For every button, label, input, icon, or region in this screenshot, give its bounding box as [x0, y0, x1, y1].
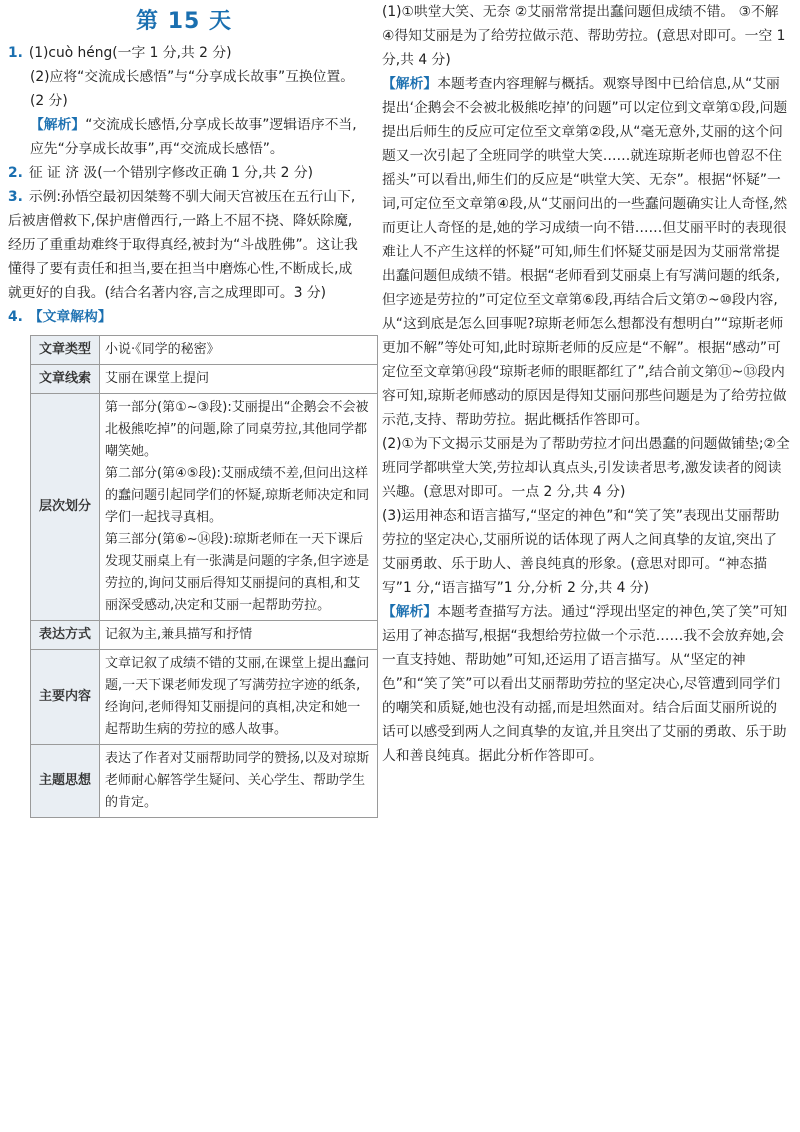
section-part-1: 第一部分(第①~③段):艾丽提出“企鹅会不会被北极熊吃掉”的问题,除了同桌劳拉,其他同学都嘲笑她。 [105, 400, 369, 459]
analysis-tag: 【解析】 [382, 76, 438, 92]
answer-1-1: (1)cuò héng(一字 1 分,共 2 分) [28, 45, 232, 61]
row-key: 文章类型 [31, 336, 100, 365]
table-row [31, 621, 378, 650]
row-key: 主要内容 [31, 650, 100, 745]
analysis-tag: 【解析】 [30, 117, 86, 133]
question-number: 2. [8, 165, 23, 181]
question-number: 1. [8, 45, 23, 61]
page-title: 第 15 天 [136, 9, 232, 34]
answer-1-2: (2)应将“交流成长感悟”与“分享成长故事”互换位置。(2 分) [30, 69, 355, 109]
analysis-4-1: 本题考查内容理解与概括。观察导图中已给信息,从“艾丽提出‘企鹅会不会被北极熊吃掉’的问题”可以定位到文章第①段,问题提出后师生的反应可定位至文章第②段,从“毫无意外,艾丽的这个问题又一次引起了全班同学的哄堂大笑……就连琼斯老师也曾忍不住摇头”可以看出,师生们的反应是“哄堂大笑、无奈”。根据“怀疑”一词,可定位至文章第④段,从“艾丽问出的一些蠢问题确实让人奇怪,然而更让人奇怪的是,她的学习成绩一向不错……但艾丽平时的表现很难让人不产生这样的怀疑”可知,师生们怀疑艾丽是因为艾丽常常提出蠢问题但成绩不错。根据“老师看到艾丽桌上有写满问题的纸条,但字迹是劳拉的”可定位至文章第⑥段,再结合后文第⑦~⑩段内容,从“这到底是怎么回事呢?琼斯老师怎么想都没有想明白”“琼斯老师更加不解”等处可知,此时琼斯老师的反应是“不解”。根据“感动”可定位至文章第⑭段“琼斯老师的眼眶都红了”,结合前文第⑪~⑬段内容可知,琼斯老师感动的原因是得知艾丽问那些问题是为了给劳拉做示范,支持、帮助劳拉。据此概括作答即可。 [382, 76, 788, 428]
analysis-1: “交流成长感悟,分享成长故事”逻辑语序不当,应先“分享成长故事”,再“交流成长感悟”。 [30, 117, 357, 157]
question-1 [8, 41, 360, 161]
right-column [382, 0, 790, 768]
row-value: 艾丽在课堂上提问 [100, 365, 378, 394]
question-number: 3. [8, 189, 23, 205]
question-4 [8, 305, 370, 818]
row-value: 表达了作者对艾丽帮助同学的赞扬,以及对琼斯老师耐心解答学生疑问、关心学生、帮助学生的肯定。 [100, 745, 378, 818]
answer-3: 示例:孙悟空最初因桀骜不驯大闹天宫被压在五行山下,后被唐僧救下,保护唐僧西行,一路上不屈不挠、降妖除魔,经历了重重劫难终于取得真经,被封为“斗战胜佛”。这让我懂得了要有责任和担当,要在担当中磨炼心性,不断成长,成就更好的自我。(结合名著内容,言之成理即可。3 分) [8, 189, 358, 301]
answer-4-2: (2)①为下文揭示艾丽是为了帮助劳拉才问出愚蠢的问题做铺垫;②全班同学都哄堂大笑,劳拉却认真点头,引发读者思考,激发读者的阅读兴趣。(意思对即可。一点 2 分,共 4 分) [382, 436, 790, 500]
answer-4-1: (1)①哄堂大笑、无奈 ②艾丽常常提出蠢问题但成绩不错。 ③不解 ④得知艾丽是为了给劳拉做示范、帮助劳拉。(意思对即可。一空 1 分,共 4 分) [382, 4, 786, 68]
table-row [31, 394, 378, 621]
section-part-2: 第二部分(第④⑤段):艾丽成绩不差,但问出这样的蠢问题引起同学们的怀疑,琼斯老师决定和同学们一起找寻真相。 [105, 466, 370, 525]
question-2 [8, 161, 360, 185]
question-number: 4. [8, 309, 23, 325]
answer-4-3: (3)运用神态和语言描写,“坚定的神色”和“笑了笑”表现出艾丽帮助劳拉的坚定决心,艾丽所说的话体现了两人之间真挚的友谊,突出了艾丽勇敢、乐于助人、善良纯真的形象。(意思对即可。“神态描写”1 分,“语言描写”1 分,分析 2 分,共 4 分) [382, 508, 780, 596]
row-value: 文章记叙了成绩不错的艾丽,在课堂上提出蠢问题,一天下课老师发现了写满劳拉字迹的纸条,经询问,老师得知艾丽提问的真相,决定和她一起帮助生病的劳拉的感人故事。 [100, 650, 378, 745]
row-key: 文章线索 [31, 365, 100, 394]
table-row [31, 650, 378, 745]
row-key: 层次划分 [31, 394, 100, 621]
analysis-4-3: 本题考查描写方法。通过“浮现出坚定的神色,笑了笑”可知运用了神态描写,根据“我想给劳拉做一个示范……我不会放弃她,会一直支持她、帮助她”可知,还运用了语言描写。从“坚定的神色”和“笑了笑”可以看出艾丽帮助劳拉的坚定决心,尽管遭到同学们的嘲笑和质疑,她也没有动摇,而是坦然面对。结合后面艾丽所说的话可以感受到两人之间真挚的友谊,并且突出了艾丽的勇敢、乐于助人和善良纯真。据此分析作答即可。 [382, 604, 787, 764]
structure-header: 【文章解构】 [28, 309, 112, 325]
table-row [31, 336, 378, 365]
table-row [31, 365, 378, 394]
question-3 [8, 185, 360, 305]
analysis-tag: 【解析】 [382, 604, 438, 620]
answer-2: 征 证 济 汲(一个错别字修改正确 1 分,共 2 分) [28, 165, 313, 181]
row-value [100, 394, 378, 621]
section-part-3: 第三部分(第⑥~⑭段):琼斯老师在一天下课后发现艾丽桌上有一张满是问题的字条,但字迹是劳拉的,询问艾丽后得知艾丽提问的真相,和艾丽深受感动,决定和艾丽一起帮助劳拉。 [105, 532, 370, 613]
left-column [8, 0, 370, 818]
structure-table [30, 335, 378, 818]
row-value: 记叙为主,兼具描写和抒情 [100, 621, 378, 650]
row-key: 主题思想 [31, 745, 100, 818]
table-row [31, 745, 378, 818]
row-value: 小说·《同学的秘密》 [100, 336, 378, 365]
row-key: 表达方式 [31, 621, 100, 650]
